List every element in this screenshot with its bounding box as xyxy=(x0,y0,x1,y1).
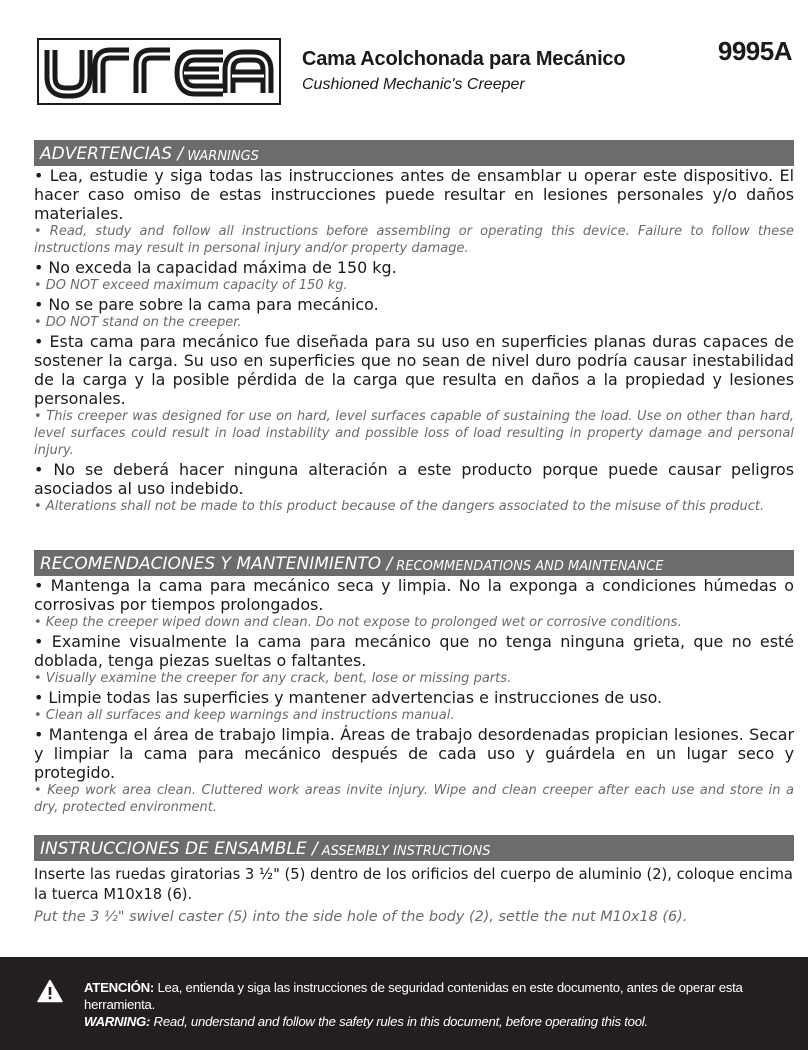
warning-item-es: • Lea, estudie y siga todas las instrucciones antes de ensamblar u operar este dispositivo. El hacer caso omiso de estas instrucciones puede resultar en lesiones personales y/o daños materiales. xyxy=(34,166,794,223)
recommendation-item-es: • Mantenga el área de trabajo limpia. Áreas de trabajo desordenadas propician lesiones. Secar y limpiar la cama para mecánico después de cada uso y guárdela en un lugar seco y protegido. xyxy=(34,725,794,782)
recommendations-title-es: RECOMENDACIONES Y MANTENIMIENTO / xyxy=(40,554,393,574)
footer-label-es: ATENCIÓN: xyxy=(84,980,155,995)
assembly-title-es: INSTRUCCIONES DE ENSAMBLE / xyxy=(40,839,318,859)
warning-item-en: • Alterations shall not be made to this product because of the dangers associated to the misuse of this product. xyxy=(34,499,765,514)
recommendation-item-en: • Keep the creeper wiped down and clean. Do not expose to prolonged wet or corrosive conditions. xyxy=(34,615,682,630)
warning-item-es: • Esta cama para mecánico fue diseñada para su uso en superficies planas duras capaces de sostener la carga. Su uso en superficies que no sean de nivel duro podría causar inestabilidad de la carga y la posible pérdida de la carga que resulta en daños a la propiedad y lesiones personales. xyxy=(34,332,794,408)
safety-footer xyxy=(0,957,808,1050)
recommendation-item-es: • Mantenga la cama para mecánico seca y limpia. No la exponga a condiciones húmedas o corrosivas por tiempos prolongados. xyxy=(34,576,794,614)
warnings-title-en: WARNINGS xyxy=(187,149,259,164)
footer-text-es: Lea, entienda y siga las instrucciones de seguridad contenidas en este documento, antes de operar esta herramienta. xyxy=(84,980,743,1012)
recommendation-item-es: • Limpie todas las superficies y mantener advertencias e instrucciones de uso. xyxy=(34,688,663,707)
assembly-text-es: Inserte las ruedas giratorias 3 ½" (5) dentro de los orificios del cuerpo de aluminio (2), coloque encima la tuerca M10x18 (6). xyxy=(34,866,793,903)
recommendations-section xyxy=(34,550,794,817)
warning-item-es: • No se pare sobre la cama para mecánico. xyxy=(34,295,379,314)
warning-triangle-icon xyxy=(37,979,63,1003)
warning-item-en: • Read, study and follow all instructions before assembling or operating this device. Failure to follow these instructions may result in personal injury and/or property damage. xyxy=(34,224,794,256)
document-header xyxy=(0,0,808,120)
warning-item-es: • No se deberá hacer ninguna alteración a este producto porque puede causar peligros asociados al uso indebido. xyxy=(34,460,794,498)
recommendation-item-es: • Examine visualmente la cama para mecánico que no tenga ninguna grieta, que no esté doblada, tenga piezas sueltas o faltantes. xyxy=(34,632,794,670)
urrea-logo-icon xyxy=(43,44,275,99)
warnings-section xyxy=(34,140,794,516)
assembly-section xyxy=(34,835,794,927)
warnings-heading xyxy=(34,140,794,166)
recommendation-item-en: • Visually examine the creeper for any crack, bent, lose or missing parts. xyxy=(34,671,512,686)
warning-item-en: • DO NOT stand on the creeper. xyxy=(34,315,242,330)
product-title-es: Cama Acolchonada para Mecánico xyxy=(302,48,626,70)
warning-item-en: • This creeper was designed for use on hard, level surfaces capable of sustaining the load. Use on other than hard, level surfaces could result in load instability and possible loss of load resulting in property damage and personal injury. xyxy=(34,409,794,458)
assembly-text-en: Put the 3 ½" swivel caster (5) into the side hole of the body (2), settle the nut M10x18 (6). xyxy=(34,909,688,925)
warning-item-en: • DO NOT exceed maximum capacity of 150 kg. xyxy=(34,278,348,293)
brand-logo xyxy=(37,38,281,105)
recommendation-item-en: • Clean all surfaces and keep warnings and instructions manual. xyxy=(34,708,455,723)
recommendations-heading xyxy=(34,550,794,576)
footer-line-en xyxy=(84,1013,804,1030)
footer-text-en: Read, understand and follow the safety rules in this document, before operating this tool. xyxy=(150,1014,648,1029)
footer-line-es xyxy=(84,979,804,1013)
model-number: 9995A xyxy=(717,36,792,66)
footer-label-en: WARNING: xyxy=(84,1014,151,1029)
recommendation-item-en: • Keep work area clean. Cluttered work areas invite injury. Wipe and clean creeper after each use and store in a dry, protected environment. xyxy=(34,783,794,815)
footer-text xyxy=(84,979,804,1030)
assembly-title-en: ASSEMBLY INSTRUCTIONS xyxy=(321,844,491,859)
warning-item-es: • No exceda la capacidad máxima de 150 kg. xyxy=(34,258,397,277)
assembly-heading xyxy=(34,835,794,861)
warnings-title-es: ADVERTENCIAS / xyxy=(40,144,184,164)
recommendations-title-en: RECOMMENDATIONS AND MAINTENANCE xyxy=(396,559,664,574)
product-title-en: Cushioned Mechanic's Creeper xyxy=(302,76,525,93)
